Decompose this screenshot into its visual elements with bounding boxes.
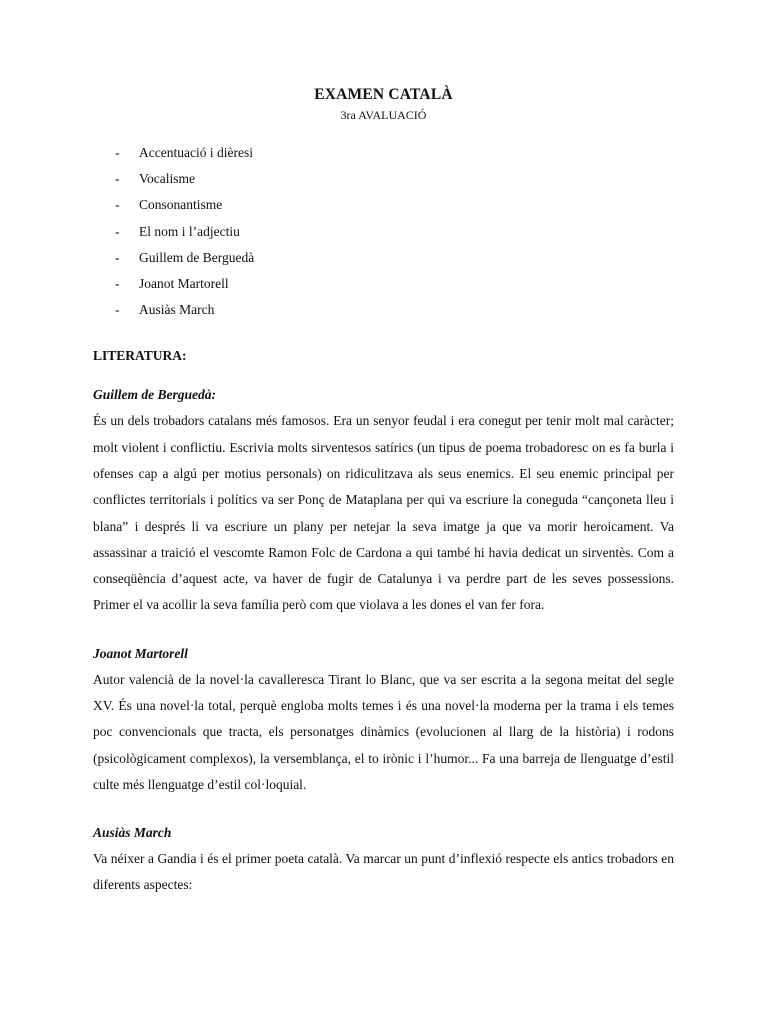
topic-label: Ausiàs March: [139, 302, 215, 318]
topic-item: [93, 140, 674, 166]
document-subtitle: 3ra AVALUACIÓ: [340, 108, 427, 122]
topic-list: [93, 140, 674, 323]
topic-item: [93, 219, 674, 245]
author-heading-ausias: Ausiàs March: [93, 825, 172, 841]
bullet-dash: -: [115, 223, 120, 239]
topic-label: Vocalisme: [139, 171, 195, 187]
topic-label: Accentuació i dièresi: [139, 145, 253, 160]
paragraph-ausias: Va néixer a Gandia i és el primer poeta català. Va marcar un punt d’inflexió respecte els antics trobadors en diferents aspectes:: [93, 851, 674, 893]
bullet-dash: -: [115, 145, 120, 160]
topic-label: Joanot Martorell: [139, 275, 229, 291]
bullet-dash: -: [115, 171, 120, 187]
topic-item: [93, 245, 674, 271]
topic-item: [93, 192, 674, 218]
topic-label: Consonantisme: [139, 197, 223, 213]
paragraph-guillem: És un dels trobadors catalans més famosos. Era un senyor feudal i era conegut per tenir molt mal caràcter; molt violent i conflictiu. Escrivia molts sirventesos satírics (un tipus de poema trobadoresc on es fa burla i ofenses cap a algú per motius personals) on ridiculitzava als seus enemics. El seu enemic principal per conflictes territorials i polítics va ser Ponç de Mataplana per qui va escriure la coneguda “cançoneta lleu i blana” i després li va escriure un plany per netejar la seva imatge ja que va morir heroicament. Va assassinar a traició el vescomte Ramon Folc de Cardona a qui també hi havia dedicat un sirventès. Com a conseqüència d’aquest acte, va haver de fugir de Catalunya i va perdre part de les seves possessions. Primer el va acollir la seva família però com que violava a les dones el van fer fora.: [93, 413, 674, 613]
author-heading-guillem: Guillem de Berguedà:: [93, 387, 216, 403]
literature-heading: LITERATURA:: [93, 348, 187, 364]
document-title: EXAMEN CATALÀ: [314, 86, 453, 103]
bullet-dash: -: [115, 249, 120, 265]
topic-item: [93, 271, 674, 297]
topic-label: Guillem de Berguedà: [139, 249, 255, 265]
topic-item: [93, 166, 674, 192]
paragraph-joanot: Autor valencià de la novel·la cavalleresca Tirant lo Blanc, que va ser escrita a la segona meitat del segle XV. És una novel·la total, perquè engloba molts temes i és una novel·la moderna per la trama i els temes poc convencionals que tracta, els personatges dinàmics (evolucionen al llarg de la història) i rodons (psicològicament complexos), la versemblança, el to irònic i l’humor... Fa una barreja de llenguatge d’estil culte més llenguatge d’estil col·loquial.: [93, 671, 674, 792]
bullet-dash: -: [115, 275, 120, 291]
bullet-dash: -: [115, 197, 120, 213]
author-heading-joanot: Joanot Martorell: [93, 645, 188, 661]
bullet-dash: -: [115, 302, 120, 318]
topic-label: El nom i l’adjectiu: [139, 223, 240, 239]
topic-item: [93, 297, 674, 323]
